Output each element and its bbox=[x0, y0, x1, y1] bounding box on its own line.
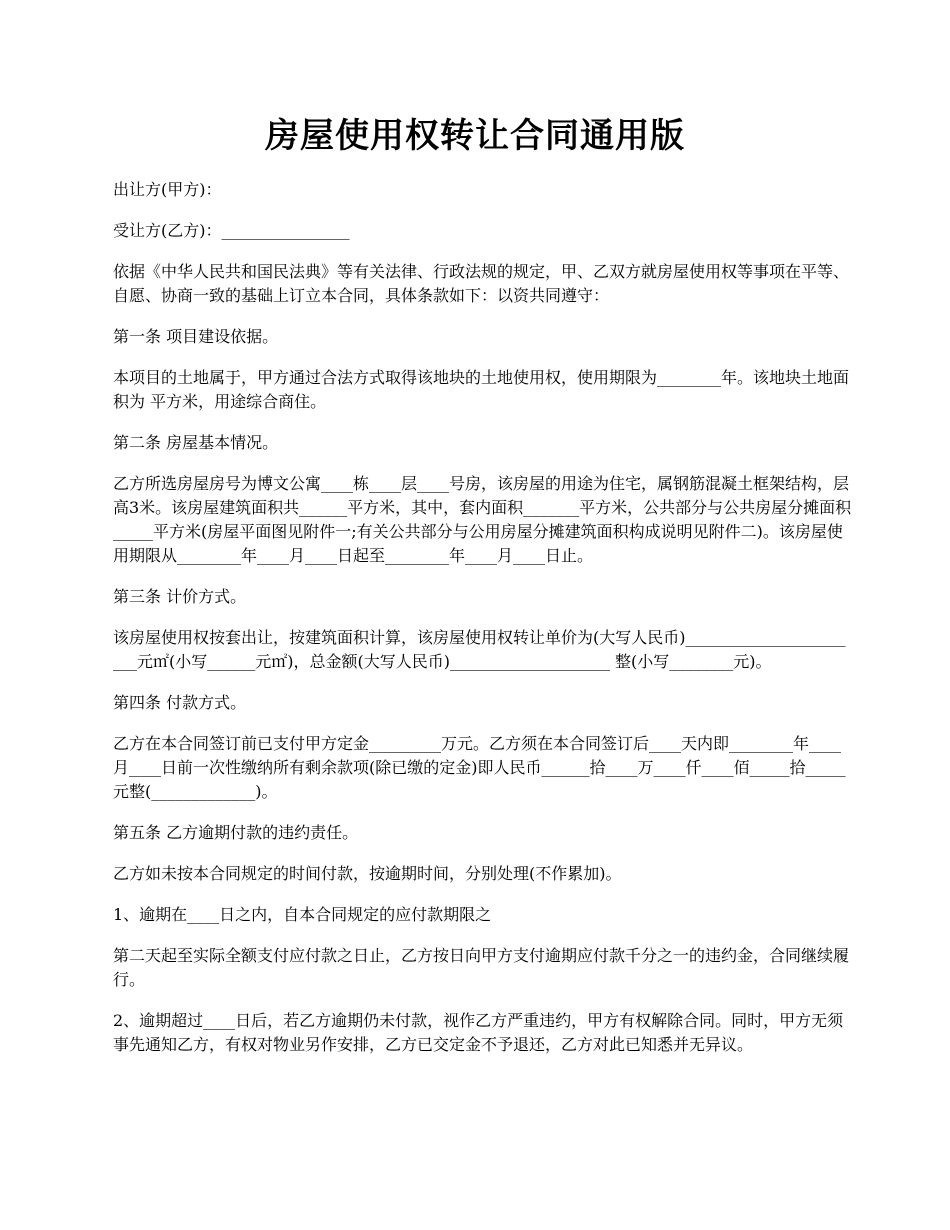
article-2-heading: 第二条 房屋基本情况。 bbox=[113, 433, 279, 452]
article-1-text: 本项目的土地属于，甲方通过合法方式取得该地块的土地使用权，使用期限为________年。该地块土地面积为 平方米，用途综合商住。 bbox=[113, 368, 850, 411]
document-title: 房屋使用权转让合同通用版 bbox=[265, 116, 685, 156]
article-1-heading: 第一条 项目建设依据。 bbox=[113, 327, 279, 346]
article-5-text: 乙方如未按本合同规定的时间付款，按逾期时间，分别处理(不作累加)。 bbox=[113, 864, 622, 883]
article-5-item-1-continued: 第二天起至实际全额支付应付款之日止，乙方按日向甲方支付逾期应付款千分之一的违约金，合同继续履行。 bbox=[113, 946, 850, 989]
article-5-item-2: 2、逾期超过____日后，若乙方逾期仍未付款，视作乙方严重违约，甲方有权解除合同。同时，甲方无须事先通知乙方，有权对物业另作安排，乙方已交定金不予退还，乙方对此已知悉并无异议。 bbox=[113, 1011, 844, 1054]
article-2-text: 乙方所选房屋房号为博文公寓____栋____层____号房，该房屋的用途为住宅，属钢筋混凝土框架结构，层高3米。该房屋建筑面积共______平方米，其中，套内面积_______平方米，公共部分与公共房屋分摊面积_____平方米(房屋平面图见附件一;有关公共部分与公用房屋分摊建筑面积构成说明见附件二)。该房屋使用期限从________年____月____日起至________年____月____日止。 bbox=[113, 474, 852, 565]
article-3-text: 该房屋使用权按套出让，按建筑面积计算，该房屋使用权转让单价为(大写人民币)_______________________元㎡(小写______元㎡)，总金额(大写人民币)____________________ 整(小写________元)。 bbox=[113, 628, 846, 671]
article-4-text: 乙方在本合同签订前已支付甲方定金_________万元。乙方须在本合同签订后____天内即________年____月____日前一次性缴纳所有剩余款项(除已缴的定金)即人民币______拾____万____仟____佰_____拾_____元整(_____________)。 bbox=[113, 734, 846, 801]
party-a-line: 出让方(甲方)： bbox=[113, 180, 222, 199]
party-b-line: 受让方(乙方)：________________ bbox=[113, 221, 350, 240]
article-4-heading: 第四条 付款方式。 bbox=[113, 693, 247, 712]
article-5-heading: 第五条 乙方逾期付款的违约责任。 bbox=[113, 823, 359, 842]
article-3-heading: 第三条 计价方式。 bbox=[113, 587, 247, 606]
article-5-item-1: 1、逾期在____日之内，自本合同规定的应付款期限之 bbox=[113, 905, 492, 924]
document-body bbox=[113, 178, 853, 1074]
preamble-paragraph: 依据《中华人民共和国民法典》等有关法律、行政法规的规定，甲、乙双方就房屋使用权等事项在平等、自愿、协商一致的基础上订立本合同，具体条款如下：以资共同遵守： bbox=[113, 262, 850, 305]
